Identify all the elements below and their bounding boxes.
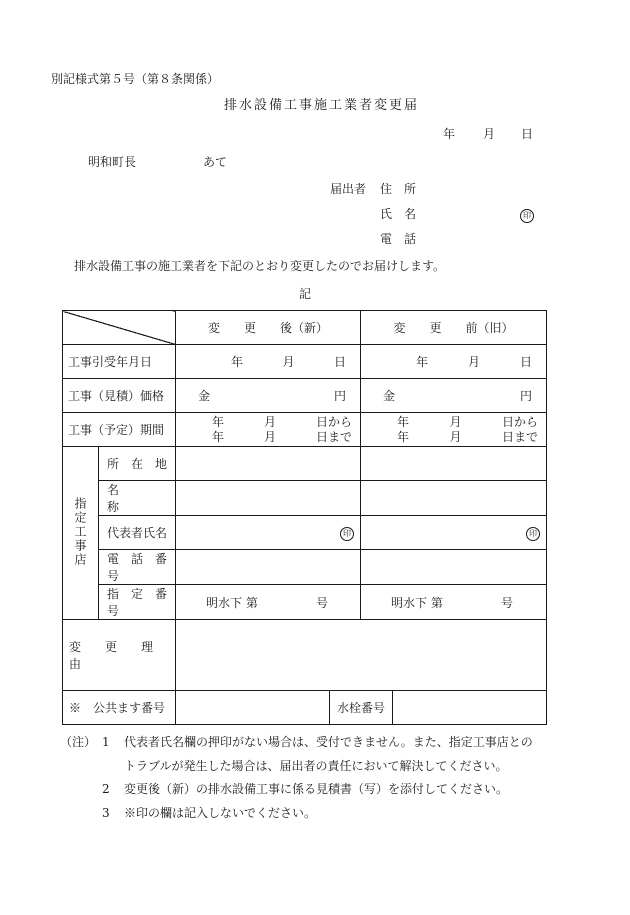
- shop-location-label: 所 在 地: [99, 447, 176, 481]
- applicant-address-label[interactable]: 住 所: [380, 182, 417, 196]
- shop-location-row: [63, 447, 547, 481]
- unit-month: 月: [263, 414, 276, 429]
- unit-year: 年: [212, 414, 225, 429]
- shop-name-old[interactable]: [361, 481, 547, 516]
- unit-month: 月: [282, 355, 295, 369]
- price-new[interactable]: [176, 379, 361, 413]
- shop-phone-old[interactable]: [361, 550, 547, 585]
- shop-location-old[interactable]: [361, 447, 547, 481]
- meter-no-field[interactable]: [393, 691, 546, 724]
- unit-day-to: 日まで: [315, 429, 352, 444]
- reason-label: 変 更 理 由: [63, 620, 176, 691]
- note-text: ※印の欄は記入しないでください。: [124, 806, 317, 820]
- shop-phone-label: 電 話 番 号: [99, 550, 176, 585]
- page-title: 排水設備工事施工業者変更届: [224, 98, 420, 113]
- applicant-name-label[interactable]: 氏 名: [380, 207, 417, 221]
- note-number: 2: [102, 782, 110, 796]
- note-number: 1: [102, 735, 110, 749]
- unit-year: 年: [416, 355, 429, 369]
- shop-number-label: 指 定 番 号: [99, 585, 176, 620]
- unit-day-from: 日から: [315, 414, 352, 429]
- unit-month: 月: [263, 429, 276, 444]
- reason-field[interactable]: [176, 620, 547, 691]
- seal-icon: 印: [520, 209, 534, 223]
- public-mark-fields: [176, 691, 547, 725]
- date-day[interactable]: 日: [521, 127, 534, 141]
- received-date-row: [63, 345, 547, 379]
- diagonal-corner: [63, 311, 176, 345]
- public-mark-field[interactable]: [176, 691, 330, 724]
- note-number: 3: [102, 806, 110, 820]
- shop-phone-row: [63, 550, 547, 585]
- change-form-table: [62, 310, 547, 725]
- shop-number-new[interactable]: [176, 585, 361, 620]
- intro-text: 排水設備工事の施工業者を下記のとおり変更したのでお届けします。: [74, 259, 446, 273]
- header-row: [63, 311, 547, 345]
- applicant-phone-label[interactable]: 電 話: [380, 232, 417, 246]
- note-text-continued: トラブルが発生した場合は、届出者の責任において解決してください。: [124, 759, 508, 773]
- col-old-header: 変 更 前（旧）: [361, 311, 547, 345]
- price-label: 工事（見積）価格: [63, 379, 176, 413]
- notes-label: （注）: [60, 735, 97, 749]
- recipient-name: 明和町長: [88, 155, 137, 169]
- ki-heading: 記: [299, 287, 312, 301]
- reason-row: [63, 620, 547, 691]
- unit-month: 月: [449, 414, 462, 429]
- unit-month: 月: [449, 429, 462, 444]
- yen-suffix: 円: [519, 389, 532, 403]
- shop-name-label: 名 称: [99, 481, 176, 516]
- number-prefix: 明水下 第: [206, 595, 258, 610]
- shop-number-old[interactable]: [361, 585, 547, 620]
- yen-suffix: 円: [333, 389, 346, 403]
- shop-name-row: [63, 481, 547, 516]
- shop-group-label: [63, 447, 99, 620]
- period-row: [63, 413, 547, 447]
- note-text: 代表者氏名欄の押印がない場合は、受付できません。また、指定工事店との: [124, 735, 533, 749]
- public-mark-row: [63, 691, 547, 725]
- number-prefix: 明水下 第: [391, 595, 443, 610]
- applicant-seal-stamp: [520, 207, 534, 223]
- period-label: 工事（予定）期間: [63, 413, 176, 447]
- period-old[interactable]: [361, 413, 547, 447]
- recipient-suffix: あて: [203, 155, 228, 169]
- public-mark-label: ※ 公共ます番号: [63, 691, 176, 725]
- received-date-label: 工事引受年月日: [63, 345, 176, 379]
- shop-rep-new[interactable]: [176, 516, 361, 550]
- seal-icon: 印: [526, 527, 540, 541]
- form-reference: 別記様式第５号（第８条関係）: [51, 72, 220, 86]
- received-date-new[interactable]: [176, 345, 361, 379]
- note-text: 変更後（新）の排水設備工事に係る見積書（写）を添付してください。: [124, 782, 509, 796]
- meter-no-label: 水栓番号: [330, 691, 393, 724]
- yen-prefix: 金: [383, 389, 396, 403]
- number-suffix: 号: [501, 595, 514, 610]
- shop-rep-row: [63, 516, 547, 550]
- unit-day-from: 日から: [501, 414, 538, 429]
- shop-number-row: [63, 585, 547, 620]
- unit-year: 年: [397, 414, 410, 429]
- shop-location-new[interactable]: [176, 447, 361, 481]
- unit-year: 年: [212, 429, 225, 444]
- shop-rep-old[interactable]: [361, 516, 547, 550]
- received-date-old[interactable]: [361, 345, 547, 379]
- shop-group-text: 指定工事店: [73, 496, 87, 567]
- unit-day: 日: [333, 355, 346, 369]
- col-new-header: 変 更 後（新）: [176, 311, 361, 345]
- applicant-label: 届出者: [330, 182, 367, 196]
- unit-year: 年: [231, 355, 244, 369]
- unit-month: 月: [467, 355, 480, 369]
- shop-name-new[interactable]: [176, 481, 361, 516]
- unit-year: 年: [397, 429, 410, 444]
- date-year[interactable]: 年: [443, 127, 456, 141]
- unit-day: 日: [519, 355, 532, 369]
- unit-day-to: 日まで: [501, 429, 538, 444]
- yen-prefix: 金: [198, 389, 211, 403]
- price-row: [63, 379, 547, 413]
- seal-icon: 印: [340, 527, 354, 541]
- price-old[interactable]: [361, 379, 547, 413]
- period-new[interactable]: [176, 413, 361, 447]
- shop-rep-label: 代表者氏名: [99, 516, 176, 550]
- shop-phone-new[interactable]: [176, 550, 361, 585]
- date-month[interactable]: 月: [483, 127, 496, 141]
- number-suffix: 号: [316, 595, 329, 610]
